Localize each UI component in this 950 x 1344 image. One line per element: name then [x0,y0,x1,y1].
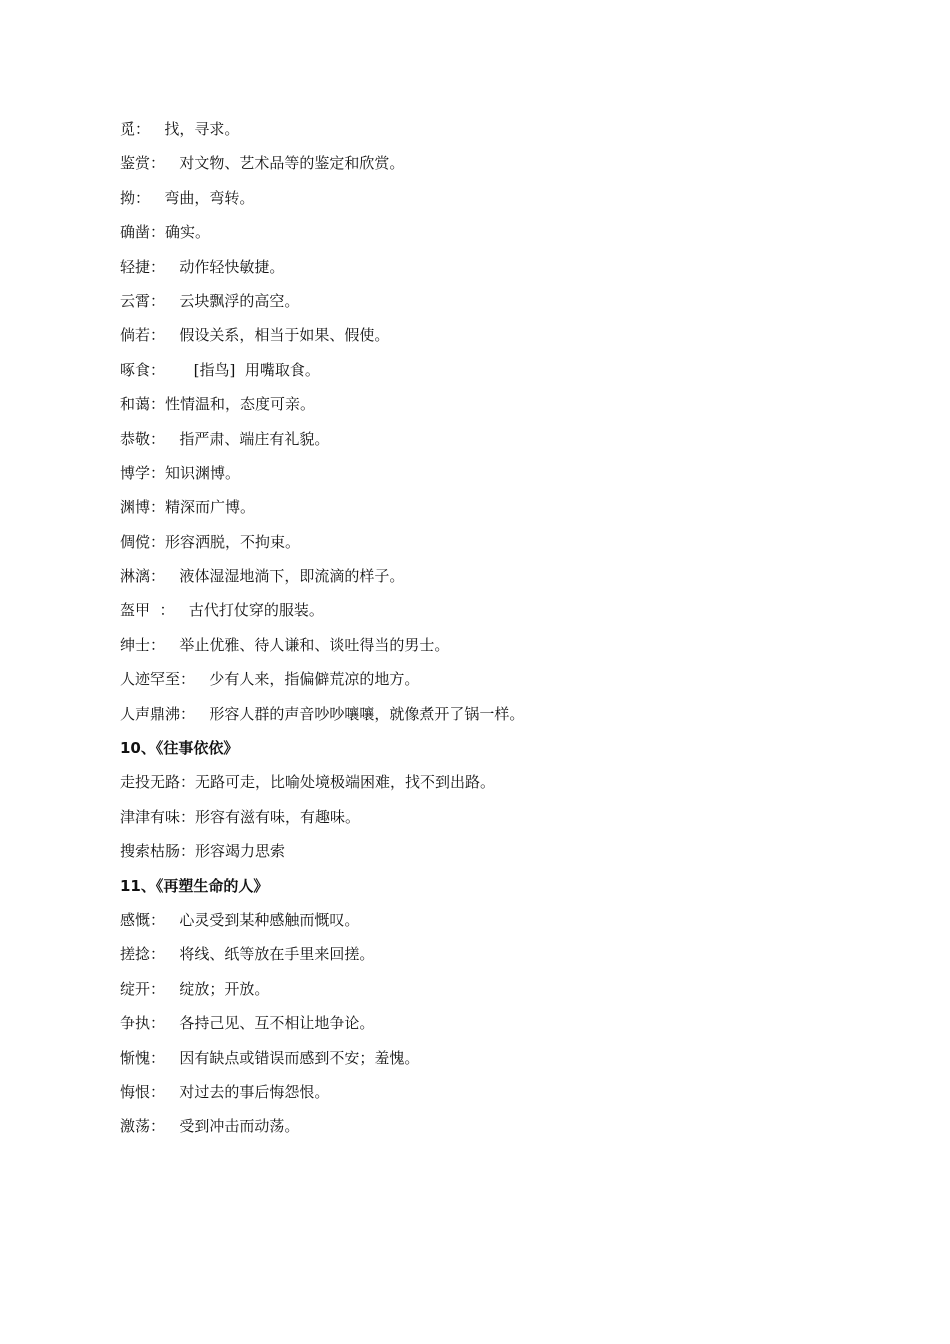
list-item [120,426,840,460]
definition: 形容有滋有味，有趣味。 [195,807,361,826]
list-item [120,1010,840,1044]
definition: 各持己见、互不相让地争论。 [179,1014,375,1033]
list-item [120,1045,840,1079]
list-item [120,494,840,528]
section-heading: 10、《往事依依》 [120,739,239,758]
term: 啄食： [120,360,166,379]
definition: 绽放；开放。 [179,979,270,998]
term: 轻捷： [120,257,166,276]
list-item [120,357,840,391]
definition: 形容竭力思索 [195,842,286,861]
term: 争执： [120,1014,166,1033]
definition: 性情温和，态度可亲。 [165,395,316,414]
list-item [120,529,840,563]
definition: 云块飘浮的高空。 [179,291,300,310]
definition: 指严肃、端庄有礼貌。 [179,429,330,448]
definition: 动作轻快敏捷。 [179,257,285,276]
list-item [120,838,840,872]
term: 博学： [120,463,166,482]
term: 搜索枯肠： [120,842,196,861]
definition: 形容人群的声音吵吵嚷嚷，就像煮开了锅一样。 [209,704,525,723]
list-item [120,288,840,322]
list-item [120,1113,840,1147]
term: 恭敬： [120,429,166,448]
list-item [120,941,840,975]
list-item [120,185,840,219]
definition: 找，寻求。 [164,120,240,138]
term: 激荡： [120,1117,166,1136]
list-item [120,150,840,184]
vocabulary-list [120,116,840,1148]
term: 绽开： [120,979,166,998]
list-item [120,460,840,494]
list-item [120,701,840,735]
term: 和蔼： [120,395,166,414]
definition: [指鸟] 用嘴取食。 [193,360,320,379]
term: 人声鼎沸： [120,704,196,723]
definition: 对文物、艺术品等的鉴定和欣赏。 [179,154,405,173]
definition: 对过去的事后悔怨恨。 [179,1082,330,1101]
term: 觅： [120,120,151,138]
list-item [120,804,840,838]
definition: 假设关系，相当于如果、假使。 [179,326,390,345]
definition: 形容洒脱，不拘束。 [165,532,301,551]
definition: 古代打仗穿的服装。 [188,601,324,620]
list-item [120,666,840,700]
term: 云霄： [120,291,166,310]
term: 确凿： [120,223,166,242]
term: 拗： [120,188,151,207]
definition: 举止优雅、待人谦和、谈吐得当的男士。 [179,635,450,654]
list-item [120,632,840,666]
definition: 受到冲击而动荡。 [179,1117,300,1136]
list-item [120,907,840,941]
definition: 知识渊博。 [165,463,241,482]
term: 淋漓： [120,567,166,586]
definition: 精深而广博。 [165,498,256,517]
definition: 无路可走，比喻处境极端困难，找不到出路。 [195,773,496,792]
list-item [120,563,840,597]
definition: 因有缺点或错误而感到不安；羞愧。 [179,1048,420,1067]
term: 人迹罕至： [120,670,196,689]
definition: 弯曲，弯转。 [164,188,255,207]
list-item [120,769,840,803]
term: 鉴赏： [120,154,166,173]
list-item [120,322,840,356]
definition: 心灵受到某种感触而慨叹。 [179,910,360,929]
list-item [120,1079,840,1113]
definition: 将线、纸等放在手里来回搓。 [179,945,375,964]
term: 惭愧： [120,1048,166,1067]
section-heading: 11、《再塑生命的人》 [120,876,269,895]
term: 走投无路： [120,773,196,792]
definition: 少有人来，指偏僻荒凉的地方。 [209,670,420,689]
term: 盔甲 ： [120,601,175,620]
term: 感慨： [120,910,166,929]
definition: 确实。 [165,223,211,242]
term: 倜傥： [120,532,166,551]
list-item [120,597,840,631]
term: 津津有味： [120,807,196,826]
term: 悔恨： [120,1082,166,1101]
list-item [120,976,840,1010]
list-item [120,391,840,425]
definition: 液体湿湿地淌下，即流滴的样子。 [179,567,405,586]
term: 绅士： [120,635,166,654]
term: 搓捻： [120,945,166,964]
list-item [120,254,840,288]
list-item [120,219,840,253]
term: 倘若： [120,326,166,345]
term: 渊博： [120,498,166,517]
list-item [120,116,840,150]
